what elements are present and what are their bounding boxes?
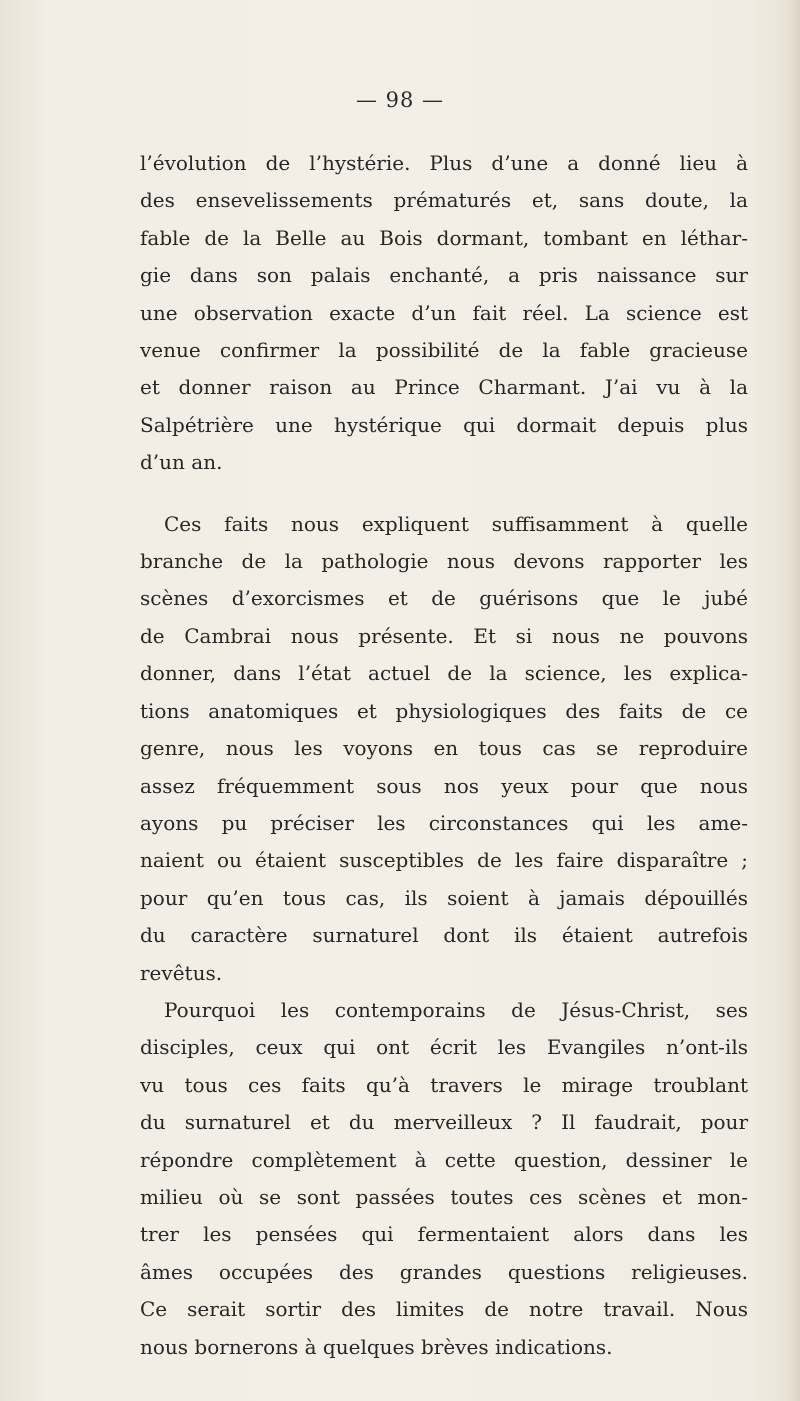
text-line: assez fréquemment sous nos yeux pour que nous <box>140 773 748 798</box>
text-line: gie dans son palais enchanté, a pris naissance sur <box>140 263 748 288</box>
text-line: et donner raison au Prince Charmant. J’ai vu à la <box>140 375 748 400</box>
text-line: Pourquoi les contemporains de Jésus-Christ, ses <box>164 997 748 1022</box>
text-line: du caractère surnaturel dont ils étaient autrefois <box>140 923 748 948</box>
paragraph-3 <box>140 992 748 1366</box>
text-line: vu tous ces faits qu’à travers le mirage troublant <box>140 1072 748 1097</box>
text-line: nous bornerons à quelques brèves indications. <box>140 1334 613 1359</box>
text-line: revêtus. <box>140 960 223 985</box>
text-line: Ce serait sortir des limites de notre travail. Nous <box>140 1297 748 1322</box>
text-line: disciples, ceux qui ont écrit les Evangiles n’ont-ils <box>140 1035 748 1060</box>
text-line: venue confirmer la possibilité de la fable gracieuse <box>140 338 748 363</box>
text-line: Ces faits nous expliquent suffisamment à quelle <box>164 511 748 536</box>
text-line: trer les pensées qui fermentaient alors dans les <box>140 1222 748 1247</box>
text-line: genre, nous les voyons en tous cas se reproduire <box>140 736 748 761</box>
text-line: une observation exacte d’un fait réel. La science est <box>140 300 748 325</box>
text-line: âmes occupées des grandes questions religieuses. <box>140 1259 748 1284</box>
body-text <box>140 145 748 1366</box>
page-number: — 98 — <box>355 88 445 112</box>
text-line: l’évolution de l’hystérie. Plus d’une a donné lieu à <box>140 151 748 175</box>
text-line: d’un an. <box>140 450 223 475</box>
text-line: donner, dans l’état actuel de la science, les explica- <box>140 661 748 686</box>
text-line: scènes d’exorcismes et de guérisons que le jubé <box>140 586 748 611</box>
text-line: répondre complètement à cette question, dessiner le <box>140 1147 748 1172</box>
paragraph-2 <box>140 506 748 992</box>
text-line: milieu où se sont passées toutes ces scènes et mon- <box>140 1184 748 1209</box>
text-line: des ensevelissements prématurés et, sans doute, la <box>140 188 748 213</box>
text-line: branche de la pathologie nous devons rapporter les <box>140 549 748 574</box>
text-line: fable de la Belle au Bois dormant, tombant en léthar- <box>140 225 748 250</box>
page-edge-shadow <box>786 0 800 1401</box>
text-line: de Cambrai nous présente. Et si nous ne pouvons <box>140 623 748 648</box>
paragraph-1 <box>140 145 748 482</box>
text-line: naient ou étaient susceptibles de les faire disparaître ; <box>140 848 748 873</box>
text-line: Salpétrière une hystérique qui dormait depuis plus <box>140 412 748 437</box>
text-line: tions anatomiques et physiologiques des faits de ce <box>140 698 748 723</box>
text-line: pour qu’en tous cas, ils soient à jamais dépouillés <box>140 885 748 910</box>
text-line: ayons pu préciser les circonstances qui les ame- <box>140 810 748 835</box>
text-line: du surnaturel et du merveilleux ? Il faudrait, pour <box>140 1110 748 1135</box>
